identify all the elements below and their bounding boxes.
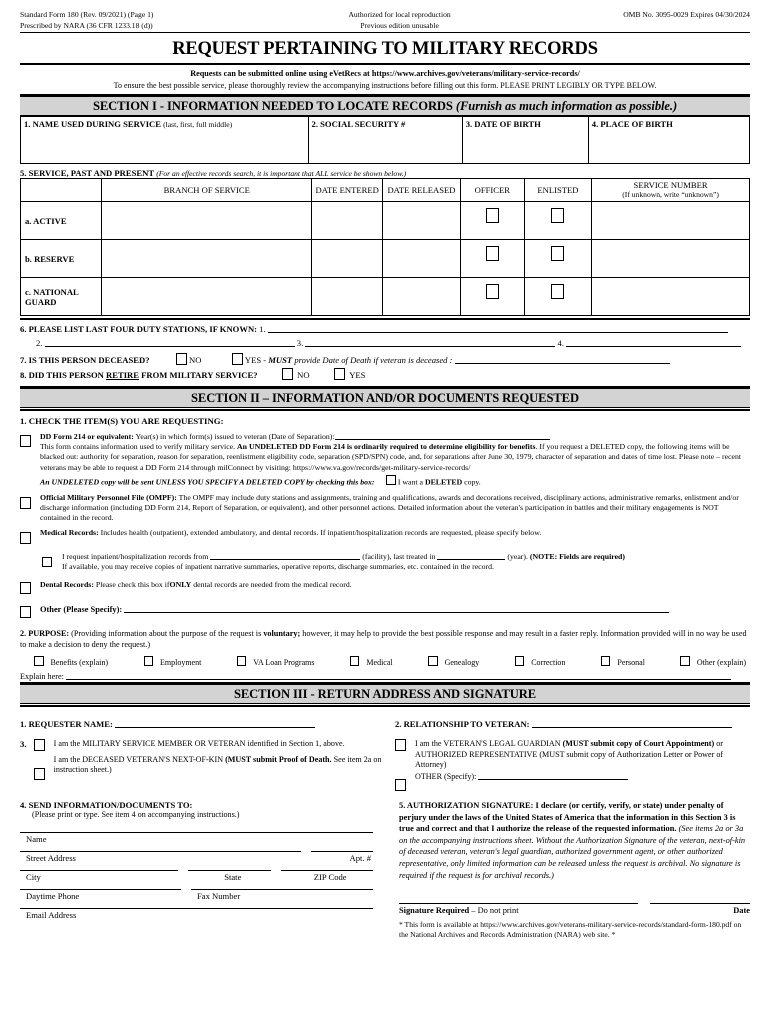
checkbox-deceased-no[interactable] [176,353,187,365]
divider [20,63,750,65]
dd214-undeleted-note: An UNDELETED copy will be sent UNLESS YOU SPECIFY A DELETED COPY by checking this box: [40,477,375,487]
name-field-label: Name [26,834,47,845]
retire-label-a: 8. DID THIS PERSON [20,370,104,380]
purpose-option-va-loan[interactable] [237,656,315,668]
guard-enlisted-cell[interactable] [524,278,591,316]
checkbox-guard-officer[interactable] [486,284,499,299]
reserve-enlisted-cell[interactable] [524,240,591,278]
row-label-active: a. ACTIVE [21,202,102,240]
authorization-block [385,800,750,940]
duty-station-3-input[interactable] [305,338,555,347]
divider [20,32,750,33]
check-items-heading: 1. CHECK THE ITEM(S) YOU ARE REQUESTING: [20,416,224,426]
pob-label: 4. PLACE OF BIRTH [591,119,673,129]
form-prescriber: Prescribed by NARA (36 CFR 1233.18 (d)) [20,20,153,30]
authorization-text [399,800,750,881]
retire-question-row [20,368,750,383]
item-3-number: 3. [20,739,27,750]
retire-label-b: FROM MILITARY SERVICE? [141,370,258,380]
purpose-option-medical[interactable] [350,656,393,668]
retire-no-label: NO [297,370,310,380]
send-documents-block [20,800,385,927]
reserve-date-entered-cell[interactable] [312,240,383,278]
facility-input[interactable] [210,551,360,560]
requester-name-input[interactable] [115,719,315,728]
section-3-title: SECTION III - RETURN ADDRESS AND SIGNATURE [233,686,537,701]
item-inpatient-records [42,551,750,572]
dd214-body-a: This form contains information used to verify military service. [40,442,236,452]
checkbox-purpose-benefits[interactable] [34,656,44,667]
checkbox-reserve-enlisted[interactable] [551,246,564,261]
service-history-hint: (For an effective records search, it is important that ALL service be shown below.) [156,169,407,178]
email-field-label: Email Address [26,910,77,921]
deceased-question-row [20,353,750,368]
dental-title: Dental Records: [40,579,94,589]
explain-row [20,671,750,681]
form-header [20,10,750,31]
legal-guardian-emphasis: (MUST submit copy of Court Appointment) [562,739,715,749]
dob-label: 3. DATE OF BIRTH [465,119,541,129]
checkbox-want-deleted-copy[interactable] [386,475,396,486]
dd214-lead: Year(s) in which form(s) issued to veteran (Date of Separation): [133,432,335,441]
requester-type-left [20,739,385,780]
duty-stations-label: 6. PLEASE LIST LAST FOUR DUTY STATIONS, IF KNOWN: [20,324,258,334]
dd214-separation-date-input[interactable] [335,431,550,440]
purpose-text-b: however, it may help to provide the best possible response and may result in a faster reply. Information provided will in no way be used to make a decision to deny the request.) [20,628,747,649]
section-3-header [20,684,750,704]
col-branch-of-service: BRANCH OF SERVICE [102,179,312,202]
guard-date-released-cell[interactable] [383,278,461,316]
dd214-lead-line [40,431,750,442]
row-label-reserve: b. RESERVE [21,240,102,278]
form-availability-footnote: * This form is available at https://www.archives.gov/veterans-military-service-records/standard-form-180.pdf on the National Archives and Records Administration (NARA) web site. * [399,920,742,940]
item-medical-records [20,528,750,547]
want-deleted-emphasis: DELETED [424,477,463,487]
active-date-released-cell[interactable] [383,202,461,240]
purpose-block [20,628,750,650]
service-history-label: 5. SERVICE, PAST AND PRESENT [20,168,155,178]
requester-type-right [385,739,750,791]
service-number-label: SERVICE NUMBER [633,180,708,190]
checkbox-other-specify[interactable] [20,606,31,618]
guard-officer-cell[interactable] [460,278,524,316]
next-of-kin-a: I am the DECEASED VETERAN'S NEXT-OF-KIN [53,754,226,764]
reserve-officer-cell[interactable] [460,240,524,278]
deceased-label: 7. IS THIS PERSON DECEASED? [20,355,150,365]
col-officer: OFFICER [460,179,524,202]
deceased-must-emphasis: MUST [268,355,293,365]
deceased-yes-label: YES - [244,355,267,365]
service-table [20,178,750,316]
purpose-option-personal[interactable] [601,656,645,668]
ssn-label: 2. SOCIAL SECURITY # [311,119,406,129]
other-specify-input[interactable] [124,604,669,613]
legal-guardian-a: I am the VETERAN'S LEGAL GUARDIAN [415,739,563,749]
authorization-instructions: (See items 2a or 3a on the accompanying instructions sheet. Without the Authorization Signature of the veteran, next-of-kin of deceased veteran, veteran's legal guardian, authorized government agent, or other authorized representative, only limited information can be released unless the request is archival. No signature is required if the request is for archival records.) [399,824,746,880]
duty-station-1-number: 1. [259,324,266,334]
guard-branch-cell[interactable] [102,278,312,316]
purpose-option-other[interactable] [680,656,746,668]
authorization-declaration: I declare (or certify, verify, or state) under penalty of perjury under the laws of the United States of America that the information in this Section 3 is true and correct and that I authorize the release of the requested information. [399,801,736,834]
edition-note: Previous edition unusable [360,20,439,30]
inpatient-label: I request inpatient/hospitalization records from [62,552,209,562]
service-number-hint: (If unknown, write “unknown”) [622,190,719,199]
explain-label: Explain here: [20,672,64,682]
checkbox-reserve-officer[interactable] [486,246,499,261]
checkbox-retire-yes[interactable] [334,368,345,380]
checkbox-dd214[interactable] [20,435,31,447]
retire-yes-label: YES [349,370,366,380]
active-date-entered-cell[interactable] [312,202,383,240]
requester-name-label: 1. REQUESTER NAME: [20,719,113,730]
duty-station-2-input[interactable] [45,338,295,347]
checkbox-purpose-medical[interactable] [350,656,360,667]
checkbox-purpose-genealogy[interactable] [428,656,438,667]
row-label-national-guard: c. NATIONAL GUARD [21,278,102,316]
next-of-kin-b: See item 2a on instruction sheet.) [53,754,382,775]
duty-station-1-input[interactable] [268,324,728,333]
reserve-branch-cell[interactable] [102,240,312,278]
checkbox-is-legal-guardian[interactable] [395,739,406,751]
checkbox-purpose-personal[interactable] [601,656,611,667]
active-branch-cell[interactable] [102,202,312,240]
dental-body-b: dental records are needed from the medical record. [191,579,352,589]
active-enlisted-cell[interactable] [524,202,591,240]
section-2-header [20,388,750,408]
duty-stations-row [20,323,750,336]
section-1-header [20,96,750,116]
reproduction-note: Authorized for local reproduction [348,10,451,19]
checkbox-purpose-va-loan[interactable] [237,656,247,667]
purpose-other-label: Other (explain) [696,658,746,668]
divider [20,318,750,320]
purpose-option-genealogy[interactable] [428,656,479,668]
checkbox-is-veteran[interactable] [34,739,45,751]
relationship-input[interactable] [532,719,732,728]
table-row [21,278,750,316]
checkbox-active-enlisted[interactable] [551,208,564,223]
date-of-death-input[interactable] [455,355,670,364]
date-field-label: Date [733,906,750,916]
col-date-released: DATE RELEASED [383,179,461,202]
item-other-specify [20,602,750,621]
reserve-date-released-cell[interactable] [383,240,461,278]
duty-station-4-input[interactable] [566,338,741,347]
service-type-col [21,179,102,202]
inpatient-request-line [62,551,625,562]
checkbox-medical-records[interactable] [20,532,31,544]
next-of-kin-emphasis: (MUST submit Proof of Death. [225,754,332,764]
dd214-title: DD Form 214 or equivalent: [40,432,134,441]
apt-field-label: Apt. # [349,853,371,864]
item-ompf [20,493,750,524]
checkbox-is-other[interactable] [395,779,406,791]
online-submission-note: Requests can be submitted online using eVetRecs at https://www.archives.gov/veterans/military-service-records/ [190,69,580,78]
checkbox-guard-enlisted[interactable] [551,284,564,299]
dd214-body-b: . If you request a DELETED copy, the following items will be blacked out: authority for separation, reason for separation, reenlistment eligibility code, separation (SPD/SPN) code, and, for separations after June 30, 1979, character of separation and dates of time lost. Please note – recent veterans may be able to request a DD Form 214 through milConnect by visiting: https://www.va.gov/records/get-military-service-records/ [40,442,742,472]
table-row [21,202,750,240]
requester-name-field [20,719,385,729]
checkbox-purpose-employment[interactable] [144,656,154,667]
dental-body-emphasis: ONLY [169,579,192,589]
omb-number: OMB No. 3095-0029 Expires 04/30/2024 [623,10,750,19]
checkbox-retire-no[interactable] [282,368,293,380]
authorization-label: 5. AUTHORIZATION SIGNATURE: [399,801,534,811]
other-relationship-label: OTHER (Specify): [415,771,477,781]
duty-station-3-number: 3. [296,338,304,348]
dd214-undeleted-row [40,475,750,488]
checkbox-dental-records[interactable] [20,582,31,594]
other-relationship-input[interactable] [478,771,628,780]
relationship-field [385,719,750,729]
purpose-employment-label: Employment [160,658,202,668]
guard-service-number-cell[interactable] [592,278,750,316]
purpose-option-benefits[interactable] [34,656,108,668]
checkbox-purpose-other[interactable] [680,656,690,667]
dd214-body-emphasis: An UNDELETED DD Form 214 is ordinarily required to determine eligibility for benefits [237,442,536,452]
send-to-and-auth-row [20,800,750,940]
purpose-va-loan-label: VA Loan Programs [253,658,315,668]
legal-guardian-label [415,739,750,771]
active-officer-cell[interactable] [460,202,524,240]
duty-stations-row-2 [20,337,750,350]
purpose-option-employment[interactable] [144,656,202,668]
want-deleted-b: copy. [464,477,481,487]
phone-field-label: Daytime Phone [26,891,80,902]
dd214-body [40,442,750,473]
col-service-number [592,179,750,202]
other-specify-title: Other (Please Specify): [40,604,123,614]
purpose-correction-label: Correction [531,658,566,668]
page-title: REQUEST PERTAINING TO MILITARY RECORDS [172,39,598,59]
print-legibly-note: To ensure the best possible service, please thoroughly review the accompanying instructions before filling out this form. PLEASE PRINT LEGIBLY OR TYPE BELOW. [113,81,657,90]
legal-guardian-b: or AUTHORIZED REPRESENTATIVE (MUST submit copy of Authorization Letter or Power of Attorney) [415,739,724,770]
requester-type-row [20,739,750,791]
field-ssn[interactable] [308,117,462,164]
relationship-label: 2. RELATIONSHIP TO VETERAN: [395,719,530,730]
section-1-identity-table [20,116,750,164]
signature-no-print-note: – Do not print [469,906,519,916]
year-input[interactable] [437,551,505,560]
name-used-hint: (last, first, full middle) [163,120,233,129]
year-label: (year). [507,552,528,562]
ompf-body: The OMPF may include duty stations and assignments, training and qualifications, awards and decorations received, disciplinary actions, administrative remarks, enlistment and/or discharge information (including DD Form 214, Report of Separation, or equivalent), and other personnel actions. Detailed information about the veteran's participation in battles and their military engagements is NOT contained in the record. [40,492,739,522]
form-number: Standard Form 180 (Rev. 09/2021) (Page 1) [20,10,154,19]
purpose-benefits-label: Benefits (explain) [50,658,109,668]
duty-station-2-number: 2. [36,338,43,348]
name-used-label: 1. NAME USED DURING SERVICE [24,119,161,129]
dental-body-a: Please check this box if [93,579,170,589]
city-field-label: City [26,872,41,883]
state-field-label: State [224,872,242,883]
fax-field-label: Fax Number [197,891,241,902]
retire-label-emphasis: RETIRE [106,370,139,380]
field-name-used[interactable] [21,117,309,164]
checkbox-is-next-of-kin[interactable] [34,768,45,780]
signature-caption [399,904,638,915]
checkbox-purpose-correction[interactable] [515,656,525,667]
ompf-title: Official Military Personnel File (OMPF): [40,492,177,502]
col-date-entered: DATE ENTERED [312,179,383,202]
field-dob[interactable] [462,117,588,164]
divider [20,705,750,707]
reserve-service-number-cell[interactable] [592,240,750,278]
explain-input[interactable] [66,671,731,680]
want-deleted-a: I want a [397,477,423,487]
purpose-option-correction[interactable] [515,656,566,668]
purpose-medical-label: Medical [366,658,393,668]
section-2-title: SECTION II – INFORMATION AND/OR DOCUMENTS REQUESTED [191,390,579,405]
medical-body: Includes health (outpatient), extended ambulatory, and dental records. If inpatient/hospitalization records are requested, please specify below. [98,528,542,538]
field-pob[interactable] [588,117,749,164]
send-to-hint: (Please print or type. See item 4 on accompanying instructions.) [32,810,240,820]
checkbox-deceased-yes[interactable] [232,353,243,365]
facility-label: (facility), last treated in [362,552,436,562]
checkbox-ompf[interactable] [20,497,31,509]
purpose-options [20,656,750,668]
purpose-text-a: (Providing information about the purpose of the request is [69,628,264,638]
active-service-number-cell[interactable] [592,202,750,240]
is-veteran-label: I am the MILITARY SERVICE MEMBER OR VETERAN identified in Section 1, above. [53,739,345,749]
divider [20,409,750,411]
inpatient-required-note: (NOTE: Fields are required) [529,552,625,562]
purpose-text-emphasis: voluntary; [263,628,301,638]
medical-title: Medical Records: [40,528,99,538]
street-field-label: Street Address [26,853,76,864]
zip-field-label: ZIP Code [313,872,347,883]
send-to-label: 4. SEND INFORMATION/DOCUMENTS TO: [20,800,193,811]
deceased-no-label: NO [188,355,202,365]
section-1-subtitle: (Furnish as much information as possible.) [455,98,678,113]
purpose-personal-label: Personal [617,658,645,668]
checkbox-inpatient-records[interactable] [42,557,52,568]
item-dd214 [20,431,750,488]
guard-date-entered-cell[interactable] [312,278,383,316]
checkbox-active-officer[interactable] [486,208,499,223]
is-next-of-kin-label [54,755,385,776]
other-relationship-row [415,771,750,783]
signature-required-label: Signature Required [399,906,470,916]
duty-station-4-number: 4. [557,338,564,348]
item-dental-records [20,578,750,597]
inpatient-availability-note: If available, you may receive copies of inpatient narrative summaries, operative reports, discharge summaries, etc. contained in the record. [62,562,494,572]
deceased-note: provide Date of Death if veteran is deceased : [294,355,453,365]
purpose-label: 2. PURPOSE: [20,628,70,638]
section-1-title: SECTION I - INFORMATION NEEDED TO LOCATE RECORDS [92,98,453,113]
service-table-header-row [21,179,750,202]
table-row [21,240,750,278]
col-enlisted: ENLISTED [524,179,591,202]
requester-row [20,719,750,729]
service-history-heading [20,168,750,178]
purpose-genealogy-label: Genealogy [444,658,480,668]
